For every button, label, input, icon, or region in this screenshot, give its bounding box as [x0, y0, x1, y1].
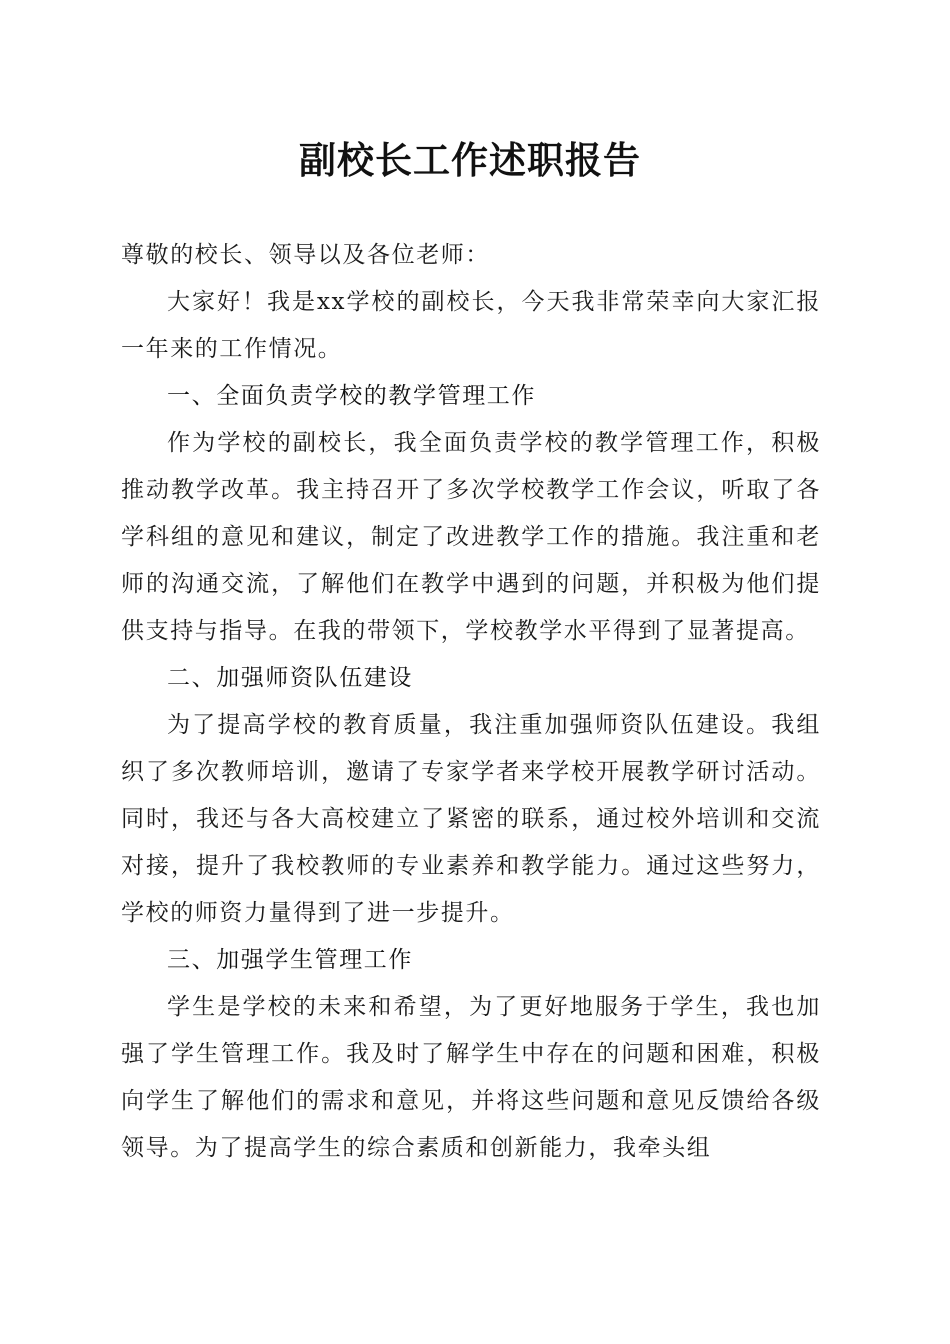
opening-paragraph: 大家好！我是xx学校的副校长，今天我非常荣幸向大家汇报一年来的工作情况。: [121, 289, 821, 362]
section-paragraph-3: 学生是学校的未来和希望，为了更好地服务于学生，我也加强了学生管理工作。我及时了解学生中存在的问题和困难，积极向学生了解他们的需求和意见，并将这些问题和意见反馈给各级领导。为了提高学生的综合素质和创新能力，我牵头组: [121, 994, 821, 1161]
page-title: 副校长工作述职报告: [299, 138, 641, 182]
section-paragraph-1: 作为学校的副校长，我全面负责学校的教学管理工作，积极推动教学改革。我主持召开了多次学校教学工作会议，听取了各学科组的意见和建议，制定了改进教学工作的措施。我注重和老师的沟通交流，了解他们在教学中遇到的问题，并积极为他们提供支持与指导。在我的带领下，学校教学水平得到了显著提高。: [121, 430, 821, 644]
section-heading-2: 二、加强师资队伍建设: [167, 665, 413, 691]
section-heading-3: 三、加强学生管理工作: [167, 947, 413, 973]
section-paragraph-2: 为了提高学校的教育质量，我注重加强师资队伍建设。我组织了多次教师培训，邀请了专家学者来学校开展教学研讨活动。同时，我还与各大高校建立了紧密的联系，通过校外培训和交流对接，提升了我校教师的专业素养和教学能力。通过这些努力，学校的师资力量得到了进一步提升。: [121, 712, 821, 926]
section-heading-1: 一、全面负责学校的教学管理工作: [167, 383, 536, 409]
salutation: 尊敬的校长、领导以及各位老师：: [121, 242, 490, 268]
document-body: [121, 232, 821, 1172]
